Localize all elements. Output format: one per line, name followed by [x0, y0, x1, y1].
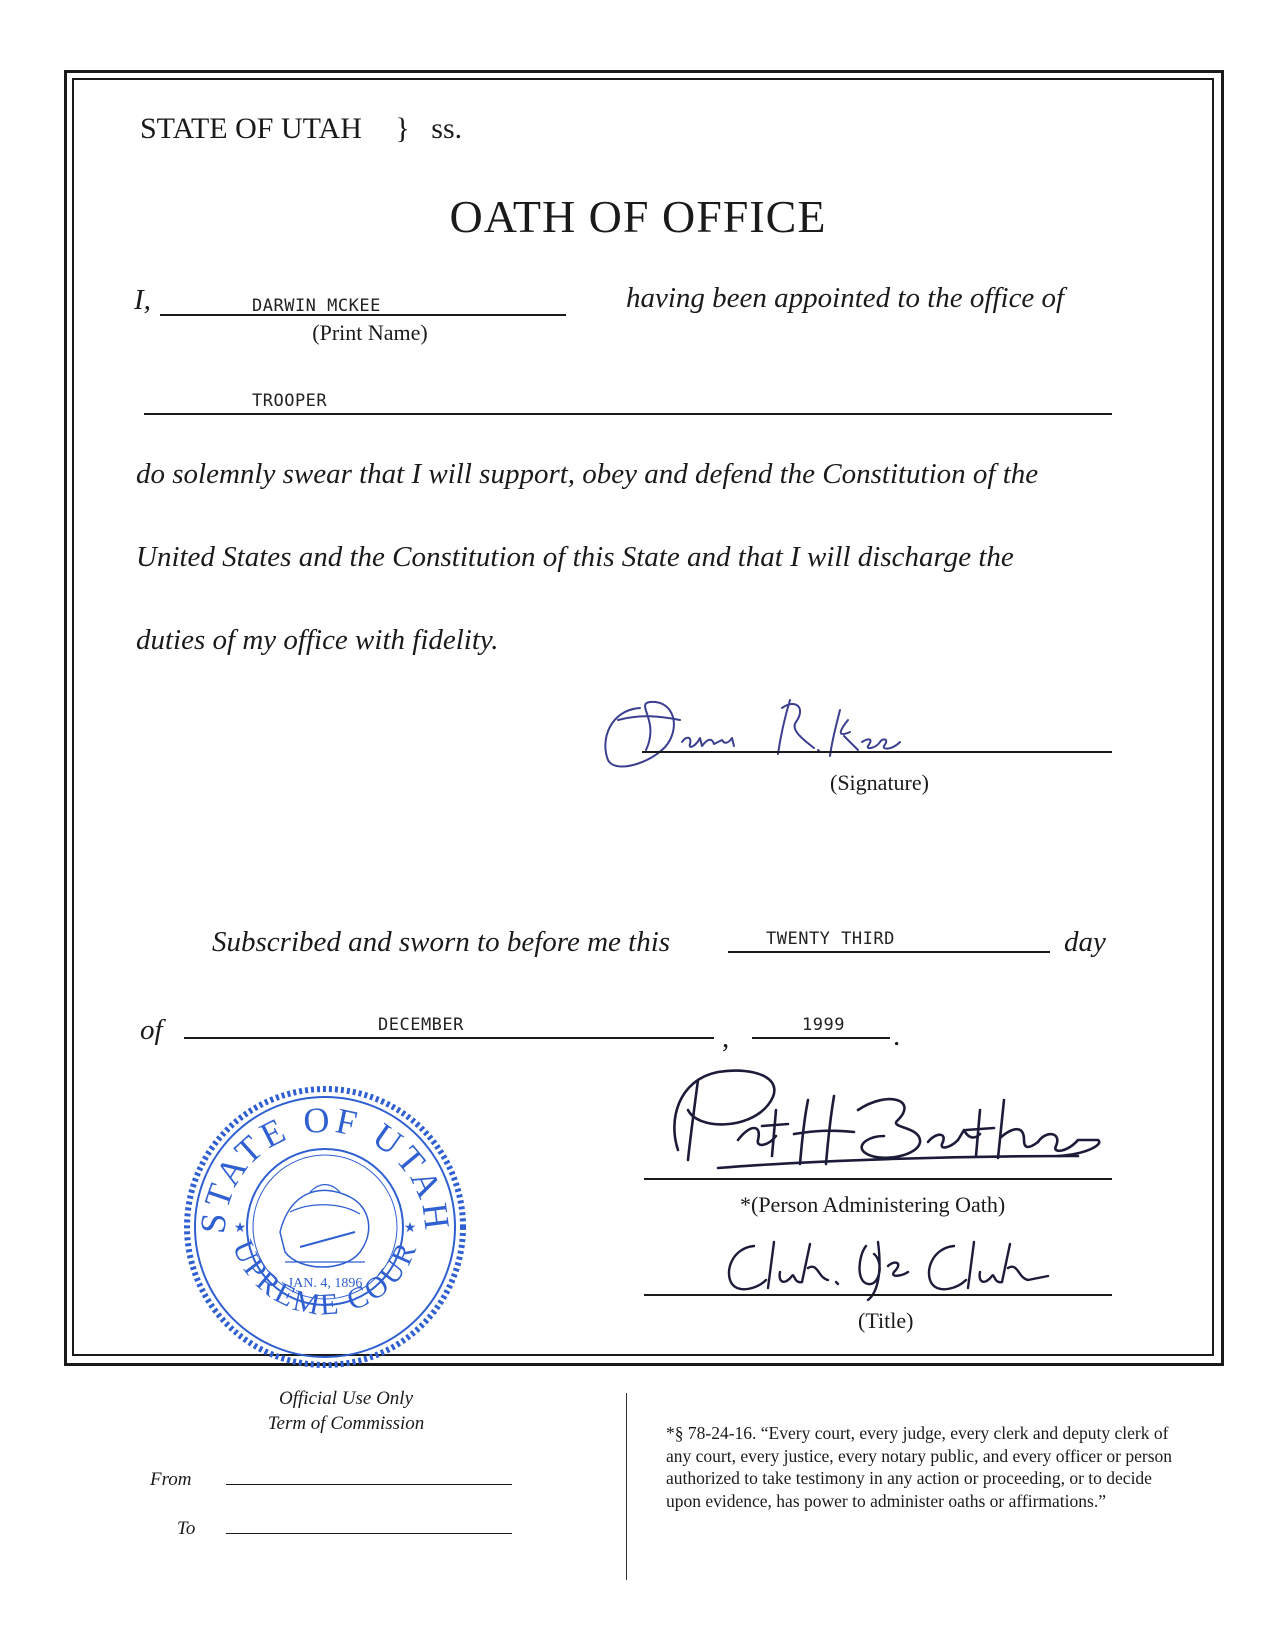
from-line	[226, 1484, 512, 1485]
print-name-label: (Print Name)	[312, 320, 428, 345]
print-name-value: DARWIN MCKEE	[252, 296, 381, 316]
date-period: .	[893, 1020, 901, 1052]
page-title: OATH OF OFFICE	[449, 191, 827, 242]
signature-label: (Signature)	[830, 770, 929, 795]
to-label: To	[177, 1518, 196, 1539]
subscribed-prefix: Subscribed and sworn to before me this	[212, 926, 671, 958]
title-handwriting-image	[718, 1232, 1058, 1302]
state-venue	[140, 112, 462, 146]
date-comma: ,	[722, 1022, 730, 1054]
venue-ss: ss.	[431, 112, 463, 145]
official-use-label: Official Use Only	[278, 1388, 414, 1409]
appointment-suffix: having been appointed to the office of	[626, 282, 1065, 314]
state-name: STATE OF UTAH	[140, 112, 362, 145]
term-of-commission-label: Term of Commission	[267, 1413, 425, 1434]
supreme-court-seal	[180, 1082, 470, 1372]
oath-prefix: I,	[134, 284, 151, 316]
oath-text-line-2: United States and the Constitution of this State and that I will discharge the	[136, 541, 1014, 573]
administrator-signature-image	[658, 1060, 1108, 1180]
year-line	[752, 1037, 890, 1039]
svg-text:★: ★	[403, 1221, 417, 1236]
office-line	[144, 413, 1112, 415]
of-word: of	[140, 1014, 163, 1046]
day-word: day	[1064, 926, 1106, 958]
seal-bottom-text: UPREME COUR	[225, 1235, 424, 1323]
title-label: (Title)	[858, 1308, 914, 1333]
administrator-label: *(Person Administering Oath)	[740, 1192, 1006, 1217]
statute-note: *§ 78-24-16. “Every court, every judge, every clerk and deputy clerk of any court, every justice, every notary public, and every officer or person authorized to take testimony in any action or proceeding, or to decide upon evidence, has power to administer oaths or affirmations.”	[666, 1423, 1173, 1511]
official-use-heading	[236, 1386, 456, 1436]
venue-brace: }	[395, 112, 410, 145]
administrator-line	[644, 1178, 1112, 1180]
year-value: 1999	[802, 1015, 845, 1035]
signature-line	[642, 751, 1112, 753]
to-line	[226, 1533, 512, 1534]
seal-date-text: JAN. 4, 1896	[287, 1276, 363, 1291]
seal-top-text: STATE OF UTAH	[192, 1099, 458, 1236]
month-line	[184, 1037, 714, 1039]
svg-text:★: ★	[233, 1221, 247, 1236]
title-line	[644, 1294, 1112, 1296]
day-value: TWENTY THIRD	[766, 929, 895, 949]
oath-text-line-1: do solemnly swear that I will support, obey and defend the Constitution of the	[136, 458, 1039, 490]
svg-text:STATE OF UTAH	[192, 1099, 457, 1235]
from-label: From	[150, 1469, 192, 1490]
day-line	[728, 951, 1050, 953]
footer-divider	[626, 1393, 627, 1580]
office-value: TROOPER	[252, 391, 328, 411]
oath-text-line-3: duties of my office with fidelity.	[136, 624, 499, 656]
month-value: DECEMBER	[378, 1015, 464, 1035]
